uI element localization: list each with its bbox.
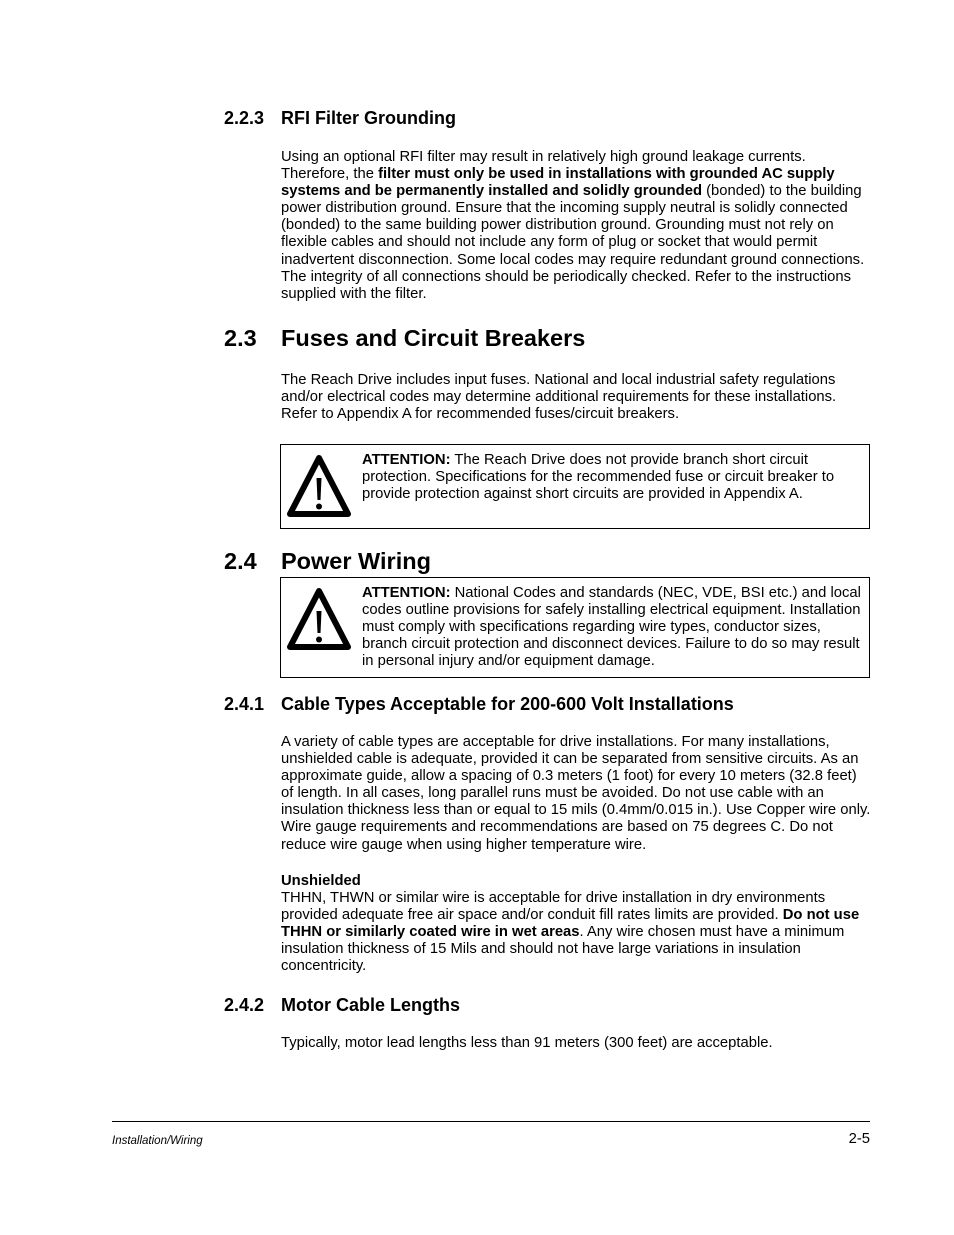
attention-box-power-wiring [280, 577, 870, 678]
section-heading-2-3 [224, 325, 824, 353]
section-title: Motor Cable Lengths [281, 995, 460, 1015]
section-heading-2-4-1 [224, 694, 844, 716]
section-title: Power Wiring [281, 548, 431, 574]
attention-body: The Reach Drive does not provide branch short circuit protection. Specifications for the recommended fuse or circuit breaker to provide protection against short circuits are provided in Appendix A. [362, 452, 835, 503]
page-number: 2-5 [848, 1131, 870, 1147]
paragraph-text: (bonded) to the building power distribution ground. Ensure that the incoming supply neutral is solidly connected (bonded) to the same building power distribution ground. Grounding must not rely on flexible cables and should not include any form of plug or socket that would permit inadvertent disconnection. Some local codes may require redundant ground connections. The integrity of all connections should be periodically checked. Refer to the instructions supplied with the filter. [281, 183, 865, 302]
unshielded-section [281, 873, 871, 976]
fuses-paragraph: The Reach Drive includes input fuses. National and local industrial safety regulations and/or electrical codes may determine additional requirements for these installations. Refer to Appendix A for recommended fuses/circuit breakers. [281, 372, 837, 423]
attention-text [362, 585, 865, 670]
attention-body: National Codes and standards (NEC, VDE, BSI etc.) and local codes outline provisions for safely installing electrical equipment. Installation must comply with specifications regarding wire types, conductor sizes, branch circuit protection and disconnect devices. Failure to do so may result in personal injury and/or equipment damage. [362, 585, 861, 670]
unshielded-heading: Unshielded [281, 873, 361, 889]
attention-box-fuses [280, 444, 870, 529]
attention-text [362, 452, 865, 503]
section-number: 2.2.3 [224, 108, 265, 128]
footer-section-name: Installation/Wiring [112, 1135, 203, 1147]
rfi-filter-paragraph [281, 149, 871, 303]
warning-triangle-icon [286, 587, 352, 653]
section-number: 2.4.2 [224, 995, 265, 1015]
unshielded-paragraph [281, 890, 871, 975]
section-title: RFI Filter Grounding [281, 108, 456, 128]
paragraph-bold-text: filter must only be used in installations with grounded AC supply systems and be permanently installed and solidly grounded [281, 166, 835, 200]
cable-types-paragraph: A variety of cable types are acceptable for drive installations. For many installations, unshielded cable is adequate, provided it can be separated from sensitive circuits. As an approximate guide, allow a spacing of 0.3 meters (1 foot) for every 10 meters (32.8 feet) of length. In all cases, long parallel runs must be avoided. Do not use cable with an insulation thickness less than or equal to 15 mils (0.4mm/0.015 in.). Use Copper wire only. Wire gauge requirements and recommendations are based on 75 degrees C. Do not reduce wire gauge when using higher temperature wire. [281, 734, 871, 853]
warning-triangle-icon [286, 454, 352, 520]
section-number: 2.3 [224, 325, 257, 351]
section-number: 2.4 [224, 548, 257, 574]
section-number: 2.4.1 [224, 694, 265, 714]
section-title: Fuses and Circuit Breakers [281, 325, 586, 351]
paragraph-text: Using an optional RFI filter may result in relatively high ground leakage currents. Therefore, the [281, 149, 806, 183]
motor-cable-paragraph: Typically, motor lead lengths less than 91 meters (300 feet) are acceptable. [281, 1035, 773, 1051]
section-heading-2-4 [224, 548, 824, 576]
paragraph-bold-text: Do not use THHN or similarly coated wire in wet areas [281, 907, 860, 941]
attention-label: ATTENTION: [362, 585, 451, 601]
section-heading-2-2-3 [224, 108, 824, 130]
attention-label: ATTENTION: [362, 452, 451, 468]
footer-rule [112, 1121, 870, 1122]
section-heading-2-4-2 [224, 995, 824, 1017]
paragraph-text: THHN, THWN or similar wire is acceptable for drive installation in dry environments provided adequate free air space and/or conduit fill rates limits are provided. [281, 890, 826, 924]
paragraph-text: . Any wire chosen must have a minimum insulation thickness of 15 Mils and should not have large variations in insulation concentricity. [281, 924, 845, 975]
section-title: Cable Types Acceptable for 200-600 Volt Installations [281, 694, 734, 714]
